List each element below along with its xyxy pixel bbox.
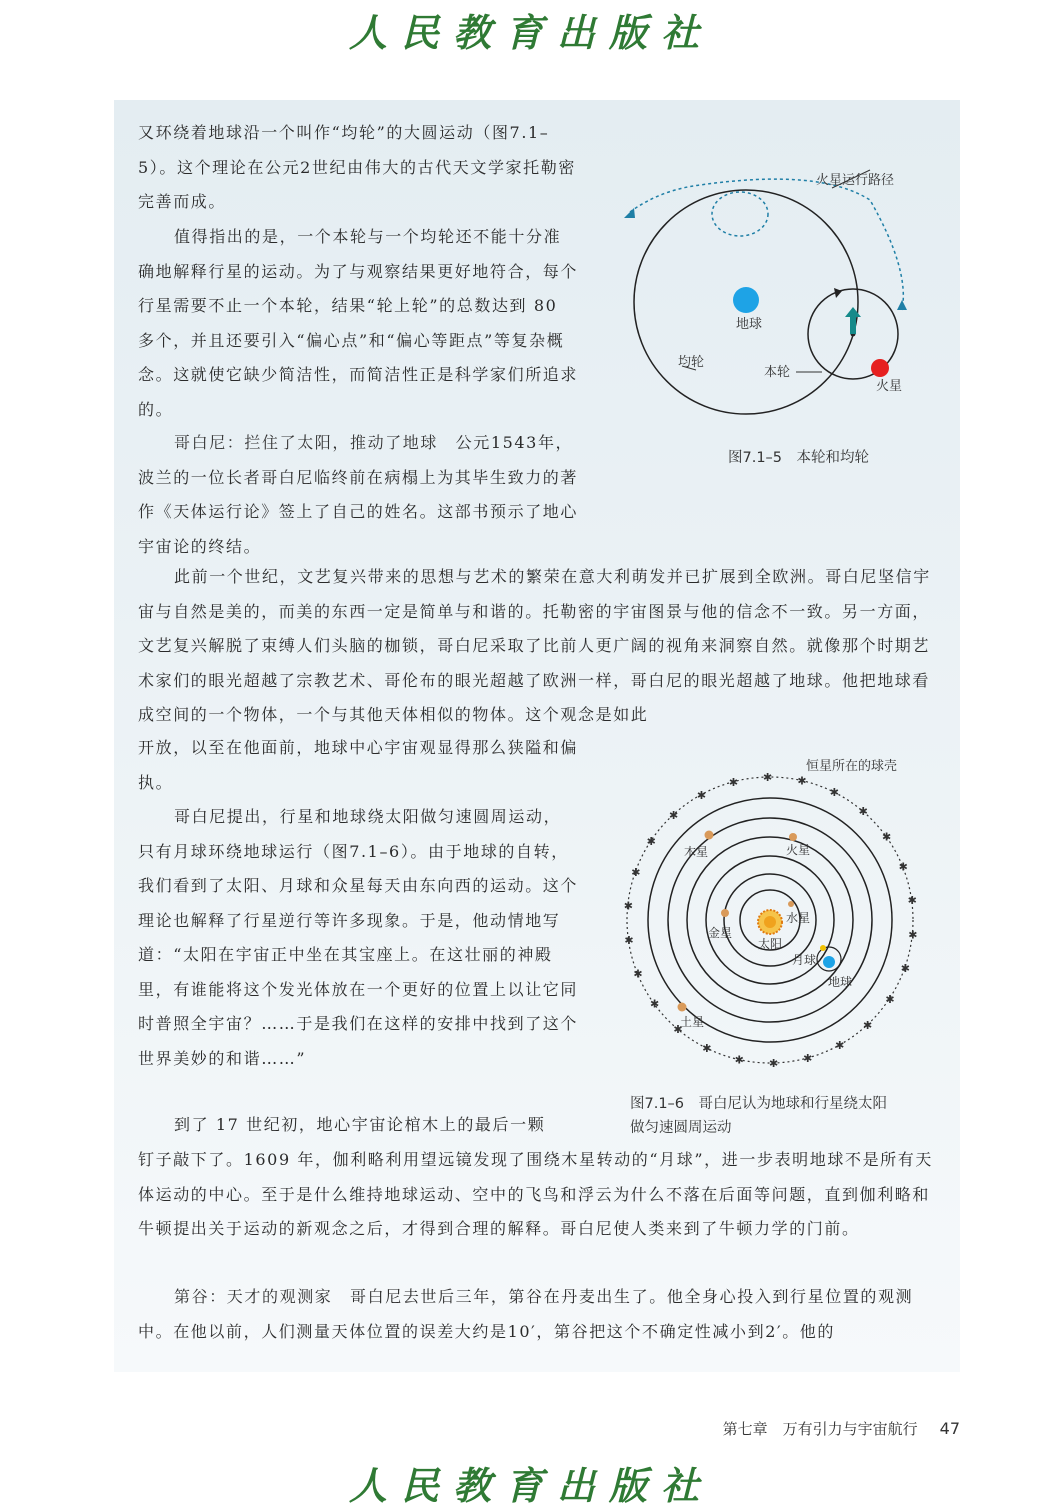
paragraph-2: 值得指出的是，一个本轮与一个均轮还不能十分准确地解释行星的运动。为了与观察结果更好地符合，每个行星需要不止一个本轮，结果“轮上轮”的总数达到 80 多个，并且还要引入“偏心点”和“偏心等距点”等复杂概念。这就使它缺少简洁性，而简洁性正是科学家们所追求的。	[138, 227, 579, 419]
earth-planet-dot	[823, 956, 835, 968]
publisher-logo-top: 人民教育出版社	[348, 10, 713, 55]
paragraph-3	[138, 426, 578, 564]
paragraph-4-continued: 开放，以至在他面前，地球中心宇宙观显得那么狭隘和偏执。	[138, 738, 579, 792]
label-mercury: 水星	[786, 911, 811, 925]
label-sun: 太阳	[758, 937, 783, 951]
jupiter-dot	[705, 831, 714, 840]
figure-1-caption: 图7.1–5 本轮和均轮	[728, 450, 870, 466]
figure-2-caption	[630, 1092, 887, 1140]
star-icon: ✱	[631, 866, 641, 880]
moon-dot	[820, 945, 826, 951]
star-icon: ✱	[673, 1022, 683, 1036]
star-icon: ✱	[696, 788, 707, 802]
label-saturn: 土星	[680, 1015, 705, 1029]
star-icon: ✱	[668, 808, 679, 822]
paragraph-1: 又环绕着地球沿一个叫作“均轮”的大圆运动（图7.1–5）。这个理论在公元2世纪由伟大的古代天文学家托勒密完善而成。	[138, 123, 576, 211]
label-mars-planet: 火星	[786, 843, 811, 857]
figure-2-caption-line-1: 图7.1–6 哥白尼认为地球和行星绕太阳	[630, 1096, 888, 1112]
paragraph-7	[138, 1280, 938, 1349]
figure-2-caption-line-2: 做匀速圆周运动	[630, 1120, 732, 1136]
figure-epicycle-deferent	[620, 160, 920, 430]
label-venus: 金星	[708, 926, 733, 940]
label-jupiter: 木星	[684, 845, 709, 859]
label-celestial-sphere: 恒星所在的球壳	[806, 759, 898, 774]
label-earth-planet: 地球	[828, 975, 853, 989]
paragraph-5: 哥白尼提出，行星和地球绕太阳做匀速圆周运动，只有月球环绕地球运行（图7.1–6）。由于地球的自转，我们看到了太阳、月球和众星每天由东向西的运动。这个理论也解释了行星逆行等许多现象。于是，他动情地写道：“太阳在宇宙正中坐在其宝座上。在这壮丽的神殿里，有谁能将这个发光体放在一个更好的位置上以让它同时普照全宇宙？……于是我们在这样的安排中找到了这个世界美妙的和谐……”	[138, 807, 579, 1068]
label-epicycle: 本轮	[764, 365, 791, 380]
label-mars-path: 火星运行路径	[816, 173, 895, 188]
label-moon: 月球	[792, 953, 817, 967]
label-deferent: 均轮	[678, 355, 705, 370]
star-icon: ✱	[907, 893, 917, 907]
star-icon: ✱	[803, 1052, 813, 1066]
star-icon: ✱	[650, 997, 660, 1011]
star-icon: ✱	[881, 830, 892, 844]
page-number: 47	[939, 1419, 960, 1438]
star-icon: ✱	[908, 928, 918, 942]
paragraph-4: 此前一个世纪，文艺复兴带来的思想与艺术的繁荣在意大利萌发并已扩展到全欧洲。哥白尼坚信宇宙与自然是美的，而美的东西一定是简单与和谐的。托勒密的宇宙图景与他的信念不一致。另一方面，文艺复兴解脱了束缚人们头脑的枷锁，哥白尼采取了比前人更广阔的视角来洞察自然。就像那个时期艺术家们的眼光超越了宗教艺术、哥伦布的眼光超越了欧洲一样，哥白尼的眼光超越了地球。他把地球看成空间的一个物体，一个与其他天体相似的物体。这个观念是如此	[138, 567, 931, 724]
label-mars: 火星	[876, 379, 903, 394]
star-icon: ✱	[863, 1019, 873, 1033]
star-icon: ✱	[900, 961, 910, 975]
star-icon: ✱	[633, 967, 643, 981]
star-icon: ✱	[768, 1056, 779, 1070]
star-icon: ✱	[624, 934, 634, 948]
figure-heliocentric	[618, 750, 928, 1080]
epicycle-arrowhead	[834, 288, 842, 298]
mars-planet-dot	[789, 833, 797, 841]
star-icon: ✱	[797, 774, 807, 788]
publisher-logo-bottom: 人民教育出版社	[348, 1463, 713, 1508]
venus-dot	[721, 909, 729, 917]
label-earth: 地球	[736, 317, 763, 332]
star-icon: ✱	[885, 992, 895, 1006]
paragraph-7-body: 哥白尼去世后三年，第谷在丹麦出生了。他全身心投入到行星位置的观测中。在他以前，人们测量天体位置的误差大约是10′，第谷把这个不确定性减小到2′。他的	[138, 1287, 914, 1341]
star-icon: ✱	[835, 1039, 845, 1053]
path-arrowhead-left	[624, 208, 635, 218]
star-icon: ✱	[763, 771, 773, 785]
sun-core	[764, 916, 776, 928]
section-heading-copernicus: 哥白尼：拦住了太阳，推动了地球	[174, 433, 439, 452]
star-icon: ✱	[646, 835, 656, 849]
saturn-dot	[678, 1003, 687, 1012]
star-icon: ✱	[702, 1041, 712, 1055]
section-heading-tycho: 第谷：天才的观测家	[174, 1287, 333, 1306]
chapter-title: 第七章 万有引力与宇宙航行	[722, 1420, 918, 1438]
paragraph-6-start: 到了 17 世纪初，地心宇宙论棺木上的最后一颗	[174, 1115, 546, 1134]
star-icon: ✱	[623, 899, 633, 913]
star-icon: ✱	[734, 1053, 744, 1067]
path-arrowhead-right	[897, 300, 907, 310]
motion-arrow-icon	[845, 307, 861, 334]
star-icon: ✱	[829, 786, 840, 800]
star-icon: ✱	[728, 775, 739, 789]
paragraph-6: 钉子敲下了。1609 年，伽利略利用望远镜发现了围绕木星转动的“月球”，进一步表明地球不是所有天体运动的中心。至于是什么维持地球运动、空中的飞鸟和浮云为什么不落在后面等问题，直到伽利略和牛顿提出关于运动的新观念之后，才得到合理的解释。哥白尼使人类来到了牛顿力学的门前。	[138, 1150, 933, 1238]
retrograde-loop	[712, 192, 768, 236]
earth-dot	[733, 287, 759, 313]
paragraph-3-body: 公元1543年，波兰的一位长者哥白尼临终前在病榻上为其毕生致力的著作《天体运行论》签上了自己的姓名。这部书预示了地心宇宙论的终结。	[138, 433, 579, 556]
page-footer	[723, 1418, 960, 1439]
star-icon: ✱	[898, 860, 908, 874]
mercury-dot	[788, 901, 794, 907]
star-icon: ✱	[858, 805, 868, 819]
mars-dot	[871, 359, 889, 377]
